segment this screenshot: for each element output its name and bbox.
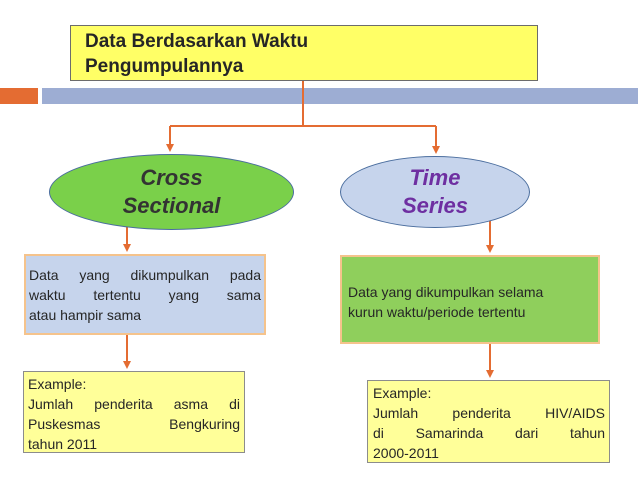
time-series-node [340, 156, 530, 228]
example-line: di Samarinda dari tahun [373, 425, 605, 441]
example-heading: Example: [28, 376, 87, 392]
time-series-label-2: Series [401, 193, 469, 218]
description-line: waktu tertentu yang sama [29, 287, 261, 303]
example-line: Jumlah penderita HIV/AIDS [373, 405, 605, 421]
cross-sectional-label-1: Cross [140, 165, 203, 190]
cross-sectional-example [23, 371, 245, 453]
example-line: tahun 2011 [28, 436, 98, 452]
example-heading: Example: [373, 385, 432, 401]
example-line: 2000-2011 [373, 445, 439, 461]
time-series-label-1: Time [409, 165, 461, 190]
description-line: atau hampir sama [29, 307, 142, 323]
cross-sectional-node [49, 154, 294, 230]
time-series-description [340, 255, 600, 344]
title-line-2: Pengumpulannya [85, 56, 244, 77]
title-box [70, 25, 538, 81]
time-series-example [367, 380, 610, 463]
description-line: Data yang dikumpulkan pada [29, 267, 261, 283]
example-line: Puskesmas Bengkuring [28, 416, 240, 432]
example-line: Jumlah penderita asma di [28, 396, 240, 412]
title-line-1: Data Berdasarkan Waktu [85, 31, 309, 52]
description-line: kurun waktu/periode tertentu [348, 304, 526, 320]
cross-sectional-label-2: Sectional [122, 193, 221, 218]
description-line: Data yang dikumpulkan selama [348, 284, 544, 300]
cross-sectional-description [24, 254, 266, 335]
